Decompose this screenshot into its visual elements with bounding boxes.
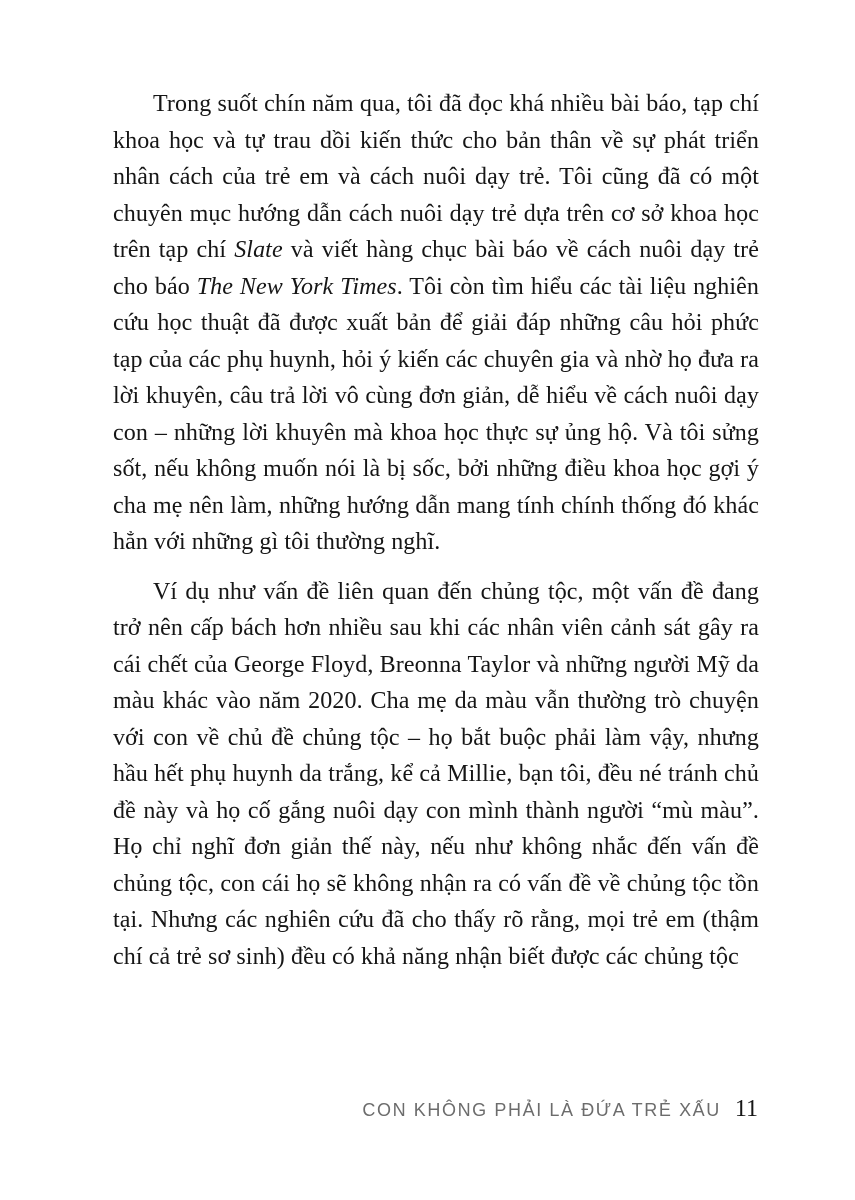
italic-text-run: The New York Times <box>196 273 397 300</box>
text-run: và viết hàng chục bài báo về cách nuôi dạy trẻ cho báo <box>113 237 759 300</box>
page-number: 11 <box>734 1096 758 1122</box>
page-footer <box>362 1096 758 1123</box>
text-run: . Tôi còn tìm hiểu các tài liệu nghiên cứu học thuật đã được xuất bản để giải đáp những câu hỏi phức tạp của các phụ huynh, hỏi ý kiến các chuyên gia và nhờ họ đưa ra lời khuyên, câu trả lời vô cùng đơn giản, dễ hiểu về cách nuôi dạy con – những lời khuyên mà khoa học thực sự ủng hộ. Và tôi sửng sốt, nếu không muốn nói là bị sốc, bởi những điều khoa học gợi ý cha mẹ nên làm, những hướng dẫn mang tính chính thống đó khác hẳn với những gì tôi thường nghĩ. <box>113 273 759 555</box>
paragraph <box>113 86 759 561</box>
body-text <box>113 86 759 975</box>
paragraph <box>113 574 759 976</box>
text-run: Trong suốt chín năm qua, tôi đã đọc khá nhiều bài báo, tạp chí khoa học và tự trau dồi kiến thức cho bản thân về sự phát triển nhân cách của trẻ em và cách nuôi dạy trẻ. Tôi cũng đã có một chuyên mục hướng dẫn cách nuôi dạy trẻ dựa trên cơ sở khoa học trên tạp chí <box>113 91 759 263</box>
italic-text-run: Slate <box>234 237 283 263</box>
running-footer-title: CON KHÔNG PHẢI LÀ ĐỨA TRẺ XẤU <box>362 1100 721 1120</box>
text-run: Ví dụ như vấn đề liên quan đến chủng tộc, một vấn đề đang trở nên cấp bách hơn nhiều sau khi các nhân viên cảnh sát gây ra cái chết của George Floyd, Breonna Taylor và những người Mỹ da màu khác vào năm 2020. Cha mẹ da màu vẫn thường trò chuyện với con về chủ đề chủng tộc – họ bắt buộc phải làm vậy, nhưng hầu hết phụ huynh da trắng, kể cả Millie, bạn tôi, đều né tránh chủ đề này và họ cố gắng nuôi dạy con mình thành người “mù màu”. Họ chỉ nghĩ đơn giản thế này, nếu như không nhắc đến vấn đề chủng tộc, con cái họ sẽ không nhận ra có vấn đề về chủng tộc tồn tại. Nhưng các nghiên cứu đã cho thấy rõ rằng, mọi trẻ em (thậm chí cả trẻ sơ sinh) đều có khả năng nhận biết được các chủng tộc <box>113 578 759 970</box>
